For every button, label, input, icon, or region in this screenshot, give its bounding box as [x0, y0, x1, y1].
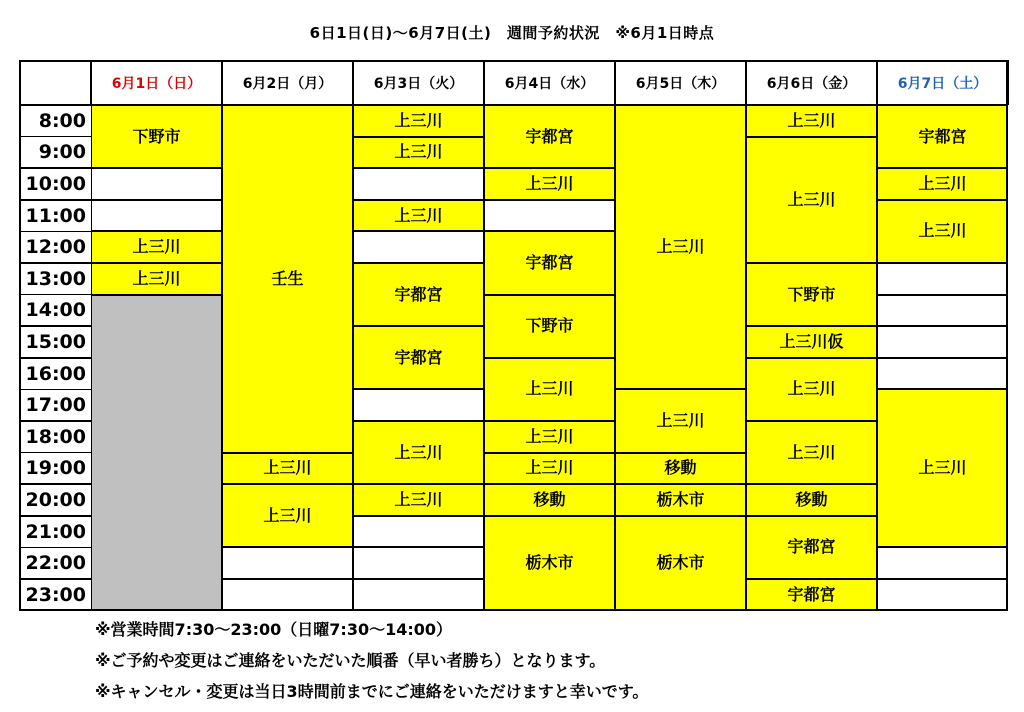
time-row-line: [19, 199, 91, 201]
time-row-line: [19, 452, 91, 454]
booking-location: 下野市: [132, 126, 181, 146]
time-row-line: [19, 483, 91, 485]
empty-slot[interactable]: [353, 547, 484, 579]
booking-location: 上三川: [787, 379, 836, 399]
booking-cell[interactable]: [746, 105, 877, 137]
booking-location: 上三川: [525, 458, 574, 478]
booking-cell[interactable]: [91, 231, 222, 263]
time-label: 12:00: [25, 236, 86, 259]
day-header: 6月2日（月）: [222, 60, 353, 105]
header-bottom-line: [19, 104, 1008, 106]
booking-cell[interactable]: [615, 484, 746, 516]
booking-cell[interactable]: [91, 105, 222, 168]
time-label: 8:00: [38, 109, 86, 132]
time-row-line: [19, 294, 91, 296]
booking-location: 下野市: [787, 284, 836, 304]
empty-slot[interactable]: [353, 516, 484, 548]
booking-cell[interactable]: [484, 453, 615, 485]
time-row-line: [19, 262, 91, 264]
time-row-line: [19, 515, 91, 517]
booking-location: 上三川: [787, 442, 836, 462]
empty-slot[interactable]: [877, 326, 1008, 358]
time-label: 9:00: [38, 141, 86, 164]
empty-slot[interactable]: [877, 547, 1008, 579]
time-label: 13:00: [25, 267, 86, 290]
booking-location: 上三川: [525, 173, 574, 193]
booking-location: 上三川: [263, 458, 312, 478]
column-line: [90, 60, 92, 105]
booking-cell[interactable]: [746, 137, 877, 263]
booking-cell[interactable]: [222, 453, 353, 485]
booking-location: 上三川: [918, 458, 967, 478]
booking-location: 宇都宮: [787, 537, 836, 557]
column-line: [614, 60, 616, 105]
time-row-line: [19, 357, 91, 359]
booking-cell[interactable]: [484, 168, 615, 200]
time-row-line: [19, 136, 91, 138]
empty-slot[interactable]: [222, 579, 353, 611]
booking-location: 上三川: [394, 110, 443, 130]
note-business-hours: ※営業時間7:30〜23:00（日曜7:30〜14:00）: [95, 620, 453, 639]
booking-cell[interactable]: [353, 200, 484, 232]
booking-cell[interactable]: [353, 263, 484, 326]
column-line: [483, 60, 485, 105]
empty-slot[interactable]: [91, 168, 222, 200]
time-row-line: [19, 167, 91, 169]
booking-cell[interactable]: [615, 105, 746, 389]
booking-cell[interactable]: [877, 200, 1008, 263]
booking-cell[interactable]: [222, 484, 353, 547]
booking-location: 栃木市: [525, 553, 574, 573]
page-title: 6日1日(日)〜6月7日(土) 週間予約状況 ※6月1日時点: [309, 24, 715, 42]
time-row-line: [19, 420, 91, 422]
booking-location: 宇都宮: [787, 584, 836, 604]
column-line: [745, 60, 747, 105]
empty-slot[interactable]: [484, 200, 615, 232]
booking-location: 上三川仮: [779, 331, 844, 351]
booking-cell[interactable]: [353, 105, 484, 137]
booking-cell[interactable]: [484, 358, 615, 421]
booking-cell[interactable]: [746, 484, 877, 516]
booking-cell[interactable]: [877, 105, 1008, 168]
booking-location: 上三川: [132, 237, 181, 257]
empty-slot[interactable]: [222, 547, 353, 579]
booking-location: 上三川: [394, 205, 443, 225]
day-header: 6月5日（木）: [615, 60, 746, 105]
booking-cell[interactable]: [484, 484, 615, 516]
booking-cell[interactable]: [746, 516, 877, 579]
booking-cell[interactable]: [615, 516, 746, 611]
empty-slot[interactable]: [877, 579, 1008, 611]
time-label: 19:00: [25, 457, 86, 480]
booking-cell[interactable]: [353, 137, 484, 169]
empty-slot[interactable]: [353, 579, 484, 611]
time-row-line: [19, 325, 91, 327]
time-row-line: [19, 389, 91, 391]
time-label: 23:00: [25, 583, 86, 606]
time-label: 14:00: [25, 299, 86, 322]
column-line: [352, 60, 354, 105]
day-header: 6月7日（土）: [877, 60, 1008, 105]
time-label: 15:00: [25, 330, 86, 353]
column-line: [1007, 60, 1009, 105]
booking-location: 移動: [795, 489, 828, 509]
booking-location: 宇都宮: [918, 126, 967, 146]
booking-cell[interactable]: [91, 263, 222, 295]
booking-location: 上三川: [787, 110, 836, 130]
booking-location: 上三川: [918, 173, 967, 193]
booking-cell[interactable]: [353, 484, 484, 516]
booking-cell[interactable]: [484, 105, 615, 168]
closed-cell: [91, 295, 222, 611]
time-label: 20:00: [25, 488, 86, 511]
booking-cell[interactable]: [746, 358, 877, 421]
empty-slot[interactable]: [91, 200, 222, 232]
empty-slot[interactable]: [877, 295, 1008, 327]
booking-cell[interactable]: [746, 421, 877, 484]
booking-location: 宇都宮: [394, 347, 443, 367]
booking-cell[interactable]: [746, 326, 877, 358]
time-label: 16:00: [25, 362, 86, 385]
booking-location: 宇都宮: [525, 252, 574, 272]
booking-cell[interactable]: [746, 579, 877, 611]
booking-location: 栃木市: [656, 553, 705, 573]
empty-slot[interactable]: [877, 263, 1008, 295]
booking-location: 宇都宮: [525, 126, 574, 146]
booking-location: 下野市: [525, 316, 574, 336]
day-header: 6月4日（水）: [484, 60, 615, 105]
time-row-line: [19, 231, 91, 233]
booking-location: 上三川: [787, 189, 836, 209]
time-label: 22:00: [25, 552, 86, 575]
empty-slot[interactable]: [353, 168, 484, 200]
day-header: 6月1日（日）: [91, 60, 222, 105]
time-row-line: [19, 547, 91, 549]
empty-slot[interactable]: [877, 358, 1008, 390]
booking-cell[interactable]: [353, 326, 484, 389]
booking-cell[interactable]: [615, 389, 746, 452]
note-cancellation: ※キャンセル・変更は当日3時間前までにご連絡をいただけますと幸いです。: [95, 682, 649, 701]
time-label: 11:00: [25, 204, 86, 227]
time-label: 18:00: [25, 425, 86, 448]
booking-location: 宇都宮: [394, 284, 443, 304]
booking-cell[interactable]: [615, 453, 746, 485]
booking-cell[interactable]: [877, 168, 1008, 200]
booking-location: 栃木市: [656, 489, 705, 509]
booking-location: 上三川: [394, 442, 443, 462]
time-label: 21:00: [25, 520, 86, 543]
day-header: 6月3日（火）: [353, 60, 484, 105]
note-first-come: ※ご予約や変更はご連絡をいただいた順番（早い者勝ち）となります。: [95, 651, 606, 670]
booking-location: 上三川: [394, 489, 443, 509]
booking-cell[interactable]: [484, 231, 615, 294]
time-label: 10:00: [25, 172, 86, 195]
booking-cell[interactable]: [746, 263, 877, 326]
empty-slot[interactable]: [353, 389, 484, 421]
booking-cell[interactable]: [484, 516, 615, 611]
booking-location: 壬生: [271, 268, 304, 288]
booking-cell[interactable]: [877, 389, 1008, 547]
day-header: 6月6日（金）: [746, 60, 877, 105]
empty-slot[interactable]: [353, 231, 484, 263]
header-corner: [19, 60, 91, 105]
booking-location: 上三川: [656, 237, 705, 257]
time-label: 17:00: [25, 394, 86, 417]
booking-location: 上三川: [525, 426, 574, 446]
booking-location: 上三川: [656, 410, 705, 430]
time-row-line: [19, 578, 91, 580]
booking-location: 移動: [664, 458, 697, 478]
column-line: [221, 60, 223, 105]
booking-cell[interactable]: [222, 105, 353, 453]
booking-cell[interactable]: [484, 295, 615, 358]
booking-location: 上三川: [525, 379, 574, 399]
column-line: [876, 60, 878, 105]
booking-location: 移動: [533, 489, 566, 509]
booking-location: 上三川: [918, 221, 967, 241]
booking-location: 上三川: [263, 505, 312, 525]
booking-location: 上三川: [394, 142, 443, 162]
booking-cell[interactable]: [484, 421, 615, 453]
booking-location: 上三川: [132, 268, 181, 288]
booking-cell[interactable]: [353, 421, 484, 484]
